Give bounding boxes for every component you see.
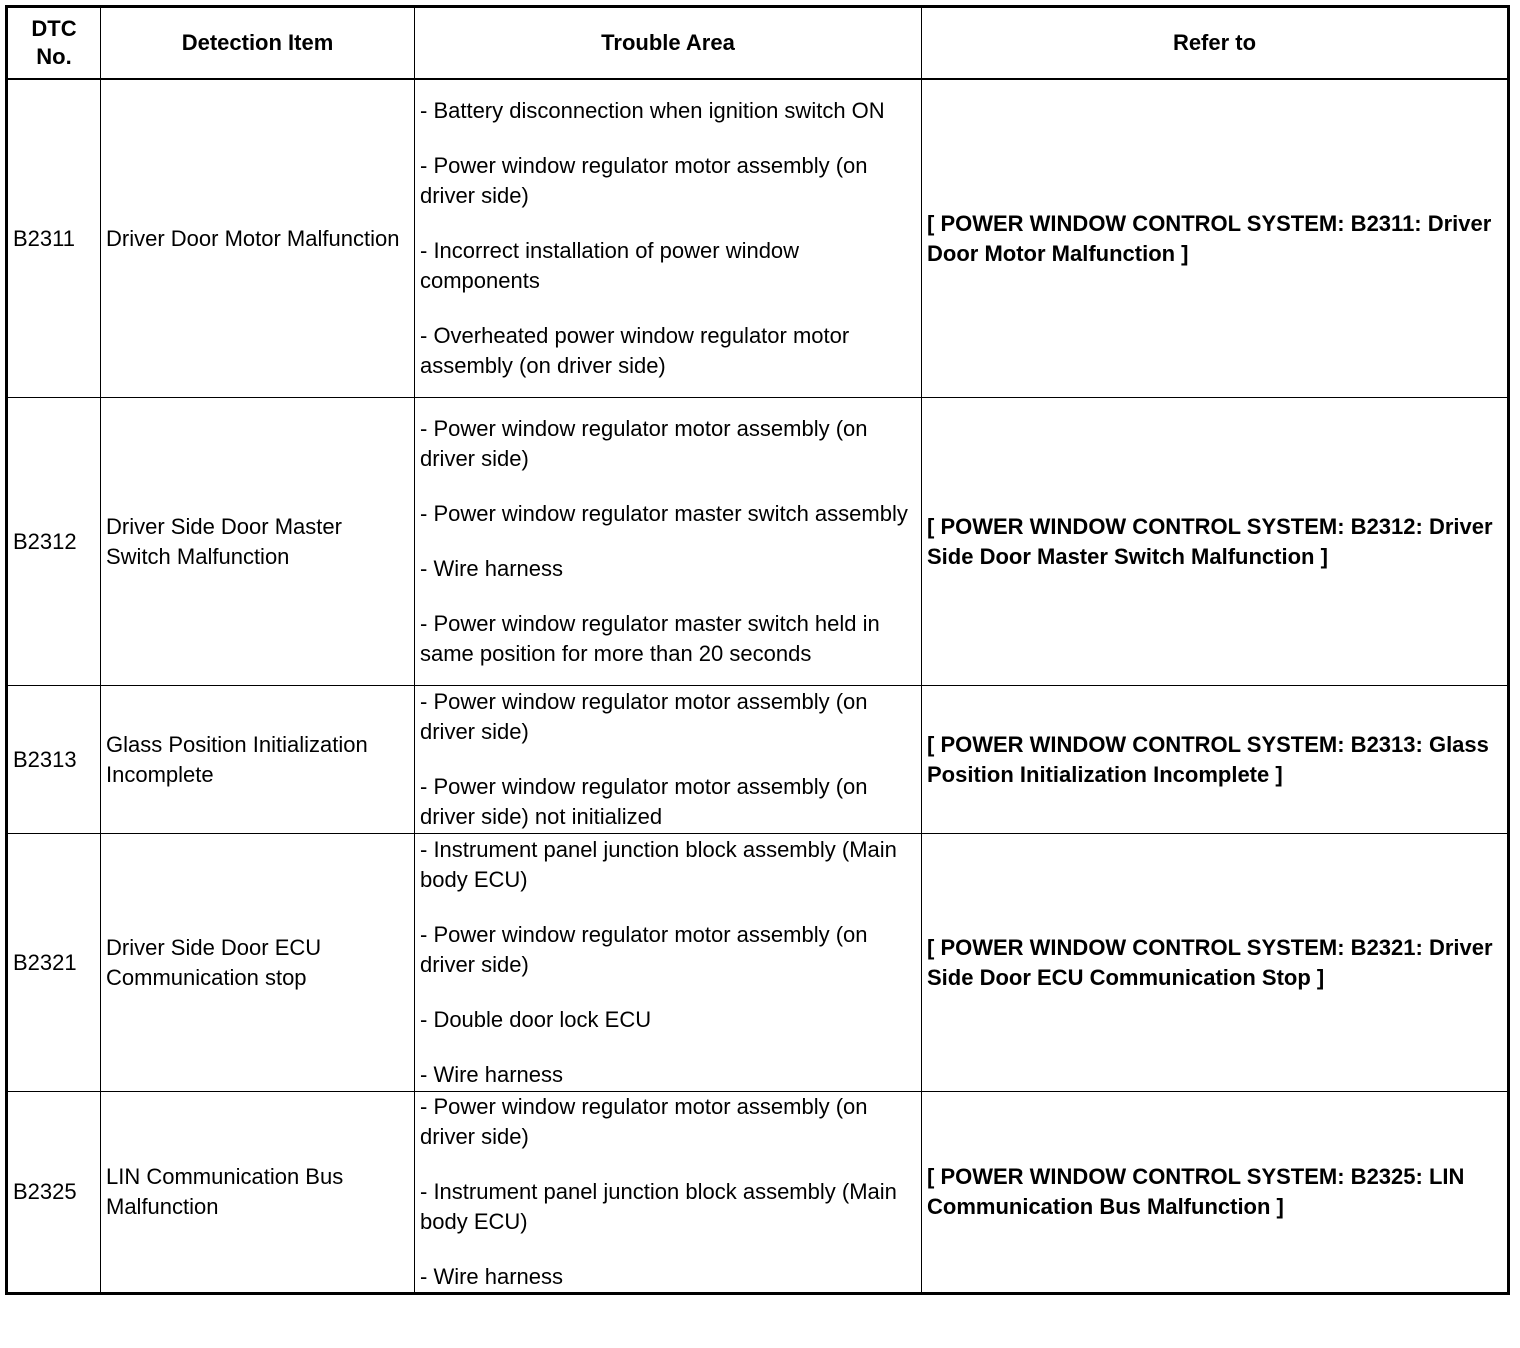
trouble-area-item: - Wire harness	[420, 556, 564, 581]
trouble-area	[415, 686, 922, 834]
table-row	[7, 1092, 1509, 1294]
trouble-area-item: - Power window regulator motor assembly (on driver side) not initialized	[420, 774, 868, 829]
trouble-area-item: - Power window regulator master switch assembly	[420, 501, 908, 526]
refer-to-link[interactable]: [ POWER WINDOW CONTROL SYSTEM: B2313: Glass Position Initialization Incomplete ]	[922, 686, 1509, 834]
trouble-area-item: - Instrument panel junction block assembly (Main body ECU)	[420, 1179, 897, 1234]
table-row	[7, 686, 1509, 834]
detection-item: Driver Side Door Master Switch Malfunction	[101, 398, 415, 686]
dtc-code: B2312	[7, 398, 101, 686]
table-body	[7, 79, 1509, 1294]
header-detection-item: Detection Item	[101, 7, 415, 80]
header-row	[7, 7, 1509, 80]
refer-to-link[interactable]: [ POWER WINDOW CONTROL SYSTEM: B2325: LIN Communication Bus Malfunction ]	[922, 1092, 1509, 1294]
trouble-area-item: - Power window regulator master switch held in same position for more than 20 seconds	[420, 611, 880, 666]
trouble-area-item: - Overheated power window regulator motor assembly (on driver side)	[420, 323, 850, 378]
trouble-area	[415, 834, 922, 1092]
trouble-area-item: - Wire harness	[420, 1264, 564, 1289]
table-row	[7, 398, 1509, 686]
dtc-code: B2311	[7, 79, 101, 398]
trouble-area-item: - Power window regulator motor assembly (on driver side)	[420, 689, 868, 744]
refer-to-link[interactable]: [ POWER WINDOW CONTROL SYSTEM: B2321: Driver Side Door ECU Communication Stop ]	[922, 834, 1509, 1092]
trouble-area-item: - Power window regulator motor assembly (on driver side)	[420, 1094, 868, 1149]
trouble-area-item: - Double door lock ECU	[420, 1007, 652, 1032]
trouble-area-item: - Power window regulator motor assembly (on driver side)	[420, 922, 868, 977]
table-row	[7, 79, 1509, 398]
detection-item: Glass Position Initialization Incomplete	[101, 686, 415, 834]
trouble-area	[415, 398, 922, 686]
trouble-area-item: - Power window regulator motor assembly (on driver side)	[420, 416, 868, 471]
detection-item: Driver Door Motor Malfunction	[101, 79, 415, 398]
header-refer-to: Refer to	[922, 7, 1509, 80]
header-dtc-no: DTC No.	[7, 7, 101, 80]
detection-item: LIN Communication Bus Malfunction	[101, 1092, 415, 1294]
refer-to-link[interactable]: [ POWER WINDOW CONTROL SYSTEM: B2312: Driver Side Door Master Switch Malfunction ]	[922, 398, 1509, 686]
table-header	[7, 7, 1509, 80]
trouble-area-item: - Incorrect installation of power window components	[420, 238, 800, 293]
detection-item: Driver Side Door ECU Communication stop	[101, 834, 415, 1092]
dtc-code: B2313	[7, 686, 101, 834]
refer-to-link[interactable]: [ POWER WINDOW CONTROL SYSTEM: B2311: Driver Door Motor Malfunction ]	[922, 79, 1509, 398]
dtc-code: B2325	[7, 1092, 101, 1294]
trouble-area	[415, 1092, 922, 1294]
dtc-code: B2321	[7, 834, 101, 1092]
header-trouble-area: Trouble Area	[415, 7, 922, 80]
trouble-area-item: - Power window regulator motor assembly (on driver side)	[420, 153, 868, 208]
trouble-area-item: - Instrument panel junction block assembly (Main body ECU)	[420, 837, 897, 892]
trouble-area-item: - Battery disconnection when ignition switch ON	[420, 98, 885, 123]
trouble-area-item: - Wire harness	[420, 1062, 564, 1087]
dtc-table	[5, 5, 1510, 1295]
trouble-area	[415, 79, 922, 398]
table-row	[7, 834, 1509, 1092]
